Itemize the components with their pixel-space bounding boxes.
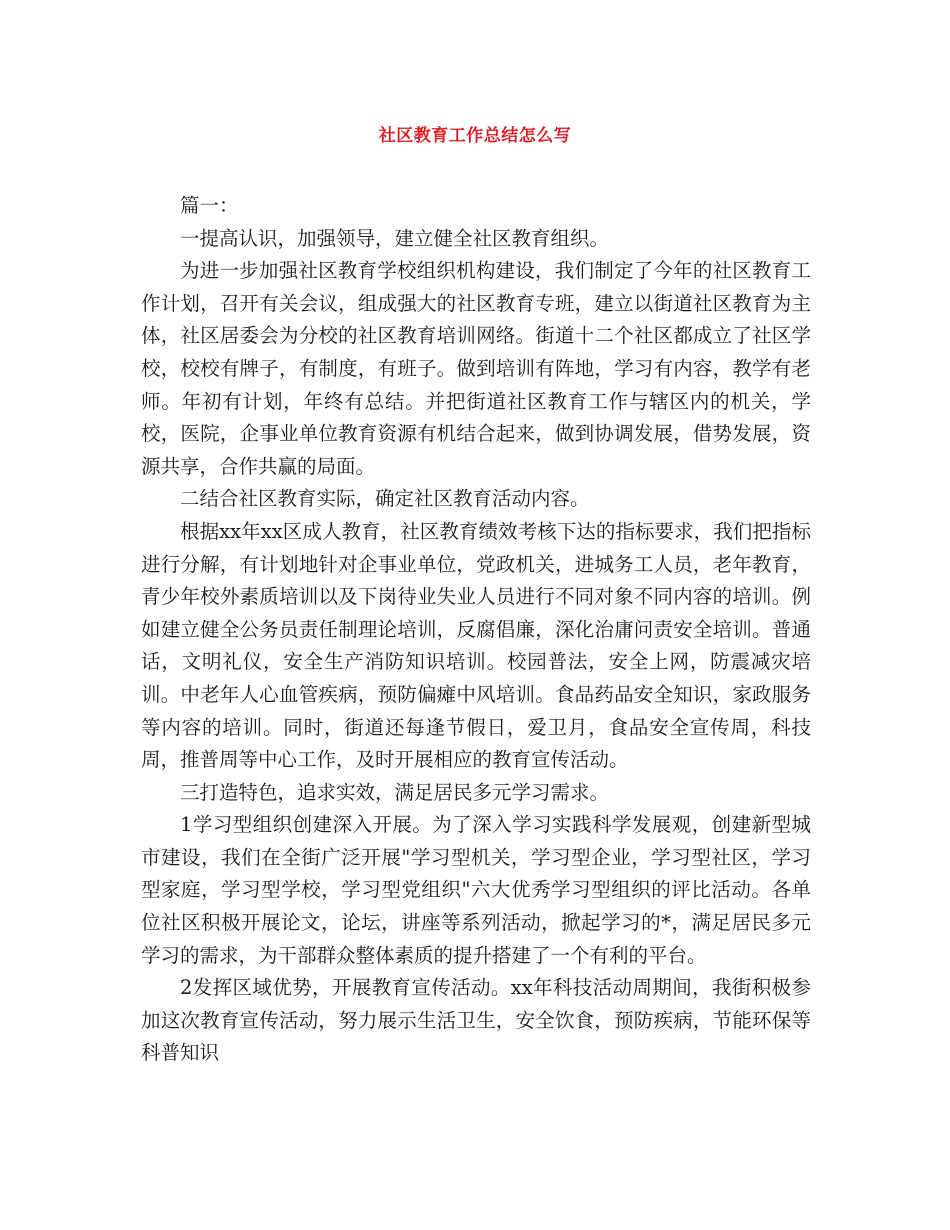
paragraph-body-2: 根据xx年xx区成人教育，社区教育绩效考核下达的指标要求，我们把指标进行分解，有计划地针对企事业单位，党政机关，进城务工人员，老年教育，青少年校外素质培训以及下岗待业失业人员进行不同对象不同内容的培训。例如建立健全公务员责任制理论培训，反腐倡廉，深化治庸问责安全培训。普通话，文明礼仪，安全生产消防知识培训。校园普法，安全上网，防震减灾培训。中老年人心血管疾病，预防偏瘫中风培训。食品药品安全知识，家政服务等内容的培训。同时，街道还每逢节假日，爱卫月，食品安全宣传周，科技周，推普周等中心工作，及时开展相应的教育宣传活动。 — [141, 519, 811, 772]
paragraph-heading-2: 二结合社区教育实际，确定社区教育活动内容。 — [180, 487, 590, 511]
document-body — [141, 190, 811, 1070]
paragraph-heading-3: 三打造特色，追求实效，满足居民多元学习需求。 — [180, 780, 610, 804]
paragraph-section-heading: 篇一： — [180, 194, 239, 217]
paragraph-body-1: 为进一步加强社区教育学校组织机构建设，我们制定了今年的社区教育工作计划，召开有关会议，组成强大的社区教育专班，建立以街道社区教育为主体，社区居委会为分校的社区教育培训网络。街道十二个社区都成立了社区学校，校校有牌子，有制度，有班子。做到培训有阵地，学习有内容，教学有老师。年初有计划，年终有总结。并把街道社区教育工作与辖区内的机关，学校，医院，企事业单位教育资源有机结合起来，做到协调发展，借势发展，资源共享，合作共赢的局面。 — [141, 259, 811, 478]
paragraph-heading-1: 一提高认识，加强领导，建立健全社区教育组织。 — [180, 226, 610, 250]
paragraph-body-3: 1学习型组织创建深入开展。为了深入学习实践科学发展观，创建新型城市建设，我们在全街广泛开展"学习型机关，学习型企业，学习型社区，学习型家庭，学习型学校，学习型党组织"六大优秀学习型组织的评比活动。各单位社区积极开展论文，论坛，讲座等系列活动，掀起学习的*，满足居民多元学习的需求，为干部群众整体素质的提升搭建了一个有利的平台。 — [141, 813, 811, 967]
document-title: 社区教育工作总结怎么写 — [378, 126, 572, 146]
paragraph-body-4: 2发挥区域优势，开展教育宣传活动。xx年科技活动周期间，我街积极参加这次教育宣传活动，努力展示生活卫生，安全饮食，预防疾病，节能环保等科普知识 — [141, 976, 811, 1065]
